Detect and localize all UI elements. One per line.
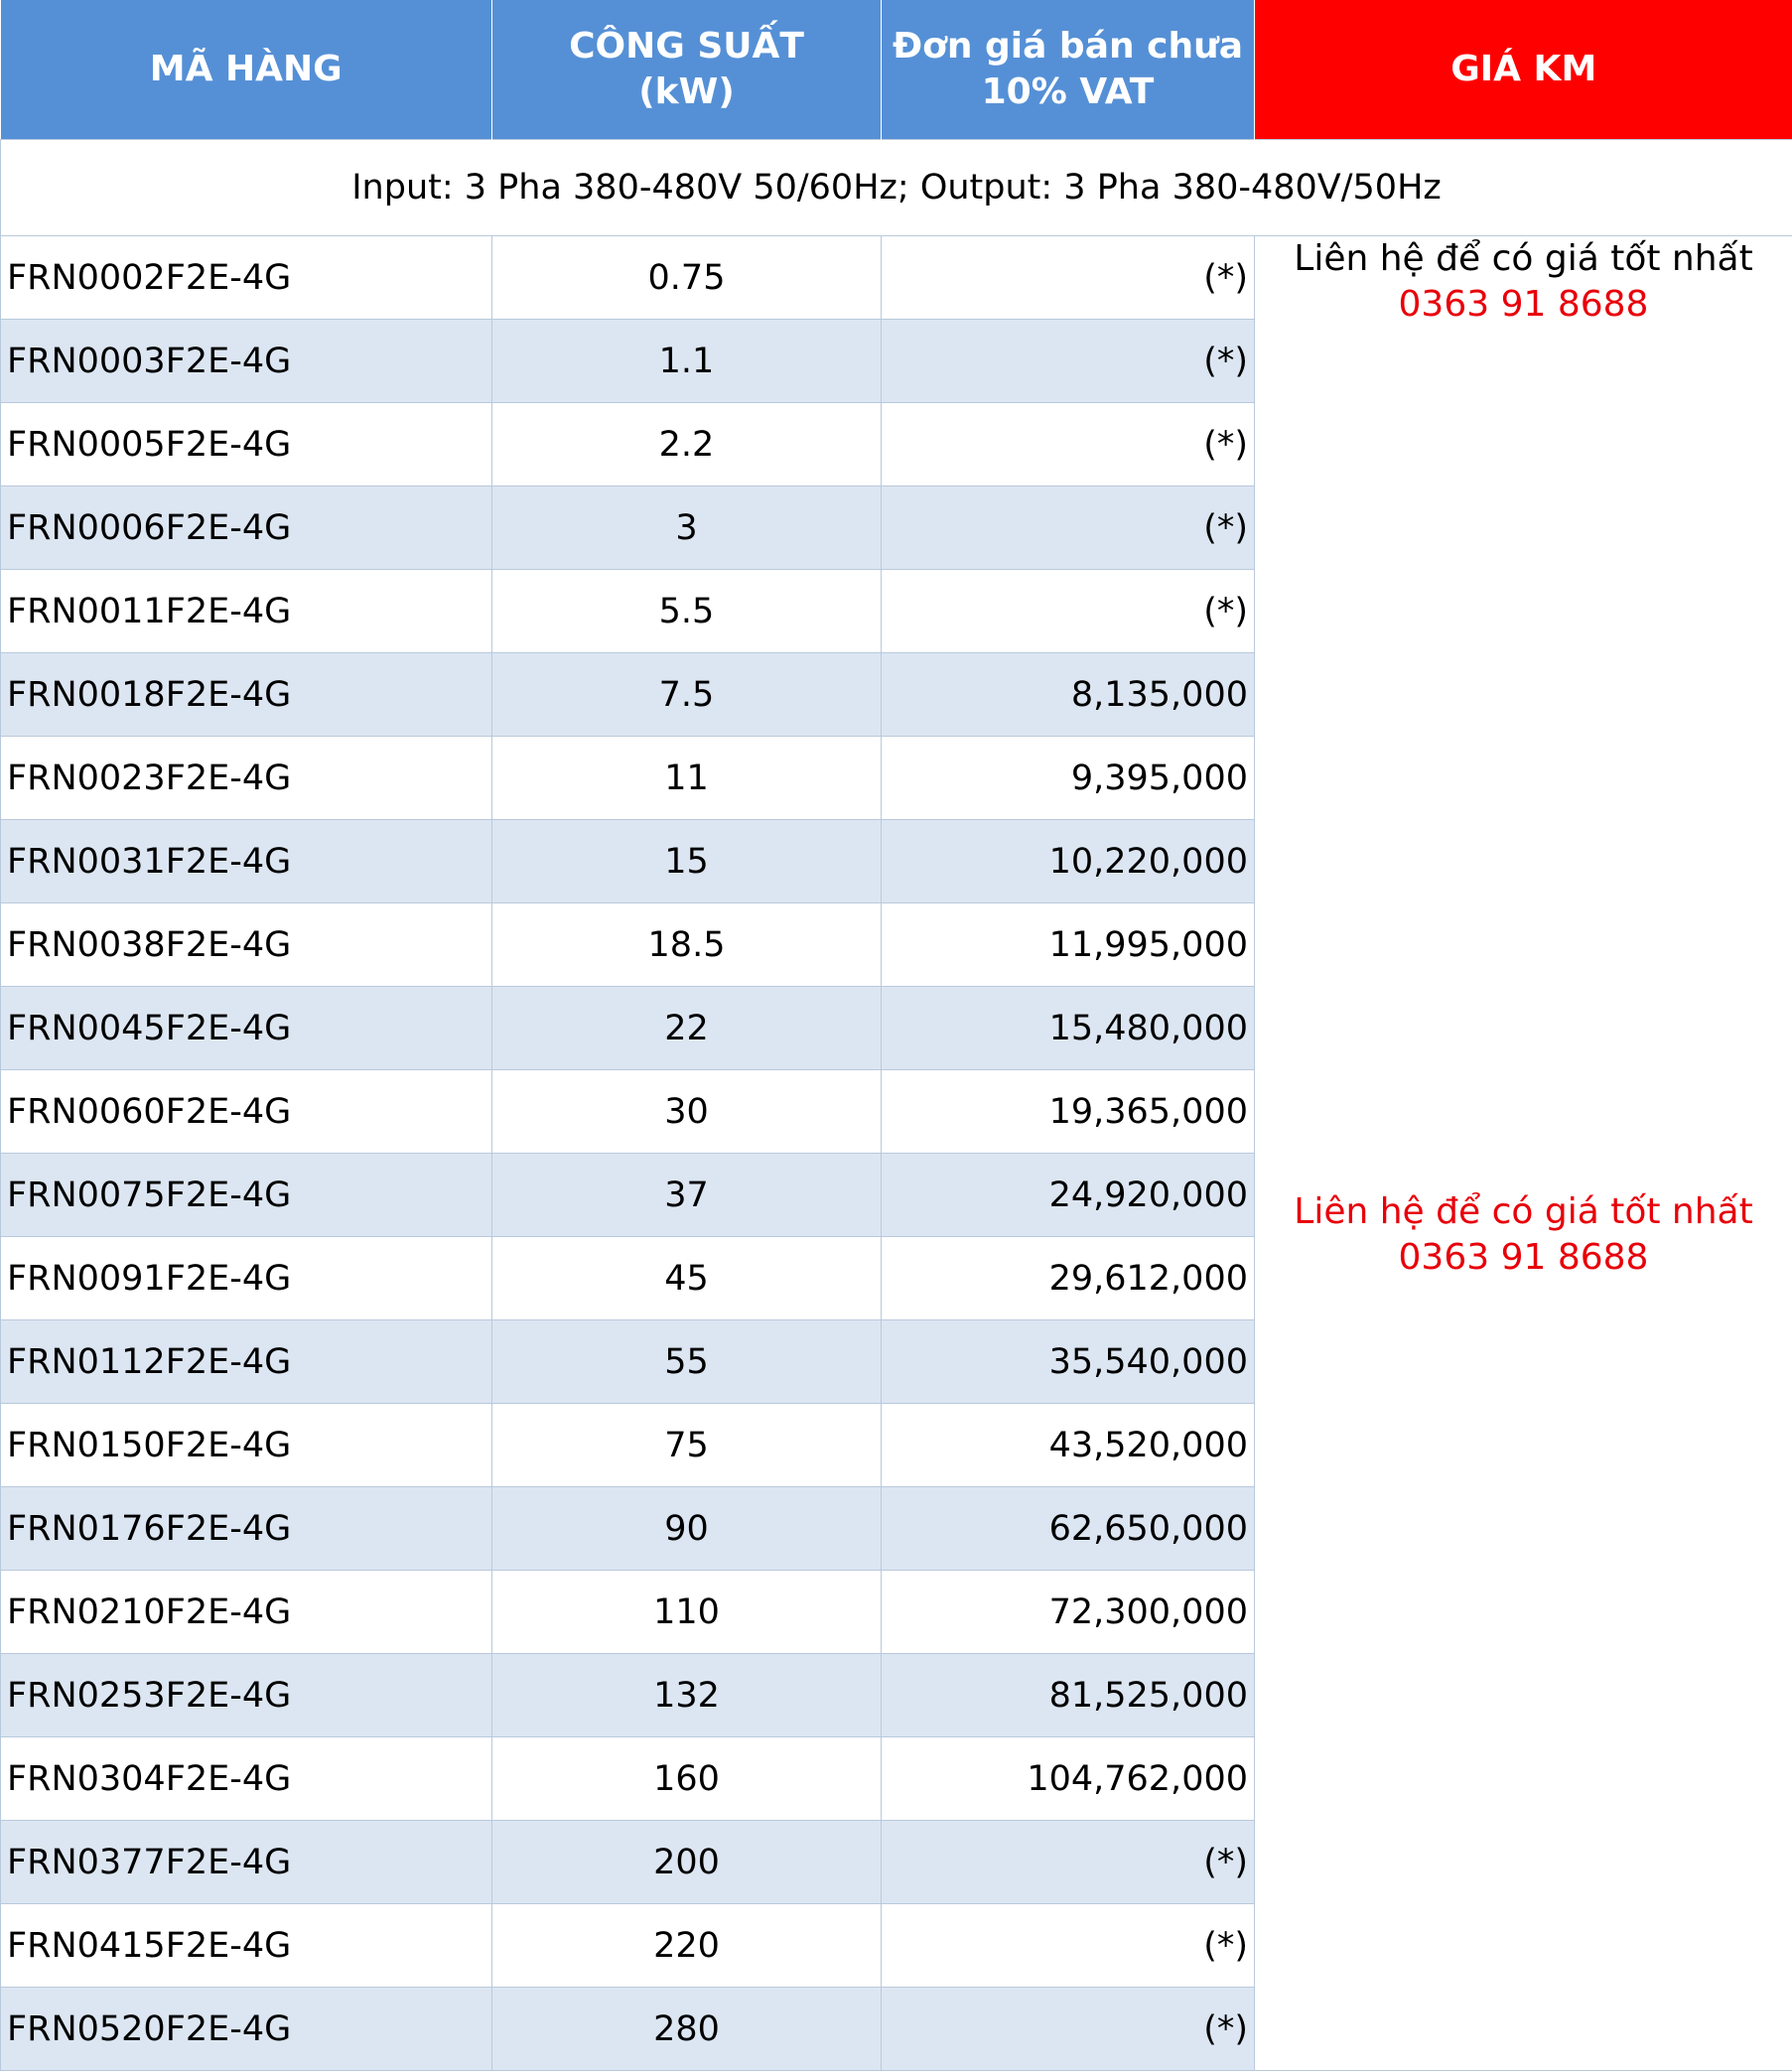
product-code-cell: FRN0210F2E-4G [1, 1571, 492, 1654]
info-cell: Input: 3 Pha 380-480V 50/60Hz; Output: 3 Pha 380-480V/50Hz [1, 140, 1792, 236]
product-code-cell: FRN0520F2E-4G [1, 1988, 492, 2071]
power-cell: 1.1 [492, 320, 882, 403]
product-code-cell: FRN0415F2E-4G [1, 1904, 492, 1988]
power-cell: 220 [492, 1904, 882, 1988]
price-cell: 15,480,000 [882, 987, 1255, 1070]
power-cell: 7.5 [492, 653, 882, 737]
price-cell: (*) [882, 1821, 1255, 1904]
power-cell: 30 [492, 1070, 882, 1154]
promo-mid-phone: 0363 91 8688 [1398, 1237, 1649, 1278]
price-cell: 81,525,000 [882, 1654, 1255, 1737]
product-code-cell: FRN0003F2E-4G [1, 320, 492, 403]
power-cell: 37 [492, 1154, 882, 1237]
promo-top-phone: 0363 91 8688 [1398, 284, 1649, 325]
power-cell: 280 [492, 1988, 882, 2071]
power-cell: 90 [492, 1487, 882, 1571]
header-promo: GIÁ KM [1255, 0, 1792, 140]
price-cell: 24,920,000 [882, 1154, 1255, 1237]
power-cell: 2.2 [492, 403, 882, 486]
header-row [1, 0, 1792, 140]
price-cell: 62,650,000 [882, 1487, 1255, 1571]
promo-mid-note [1255, 1189, 1792, 1281]
promo-mid-text: Liên hệ để có giá tốt nhất [1294, 1191, 1753, 1232]
product-code-cell: FRN0060F2E-4G [1, 1070, 492, 1154]
product-code-cell: FRN0038F2E-4G [1, 903, 492, 987]
price-cell: (*) [882, 1988, 1255, 2071]
power-cell: 5.5 [492, 570, 882, 653]
power-cell: 132 [492, 1654, 882, 1737]
power-cell: 45 [492, 1237, 882, 1320]
power-cell: 22 [492, 987, 882, 1070]
price-cell: (*) [882, 403, 1255, 486]
power-cell: 160 [492, 1737, 882, 1821]
price-cell: 19,365,000 [882, 1070, 1255, 1154]
header-power-line1: CÔNG SUẤT [569, 26, 804, 67]
header-price [882, 0, 1255, 140]
power-cell: 55 [492, 1320, 882, 1404]
product-code-cell: FRN0011F2E-4G [1, 570, 492, 653]
product-code-cell: FRN0018F2E-4G [1, 653, 492, 737]
price-cell: (*) [882, 236, 1255, 320]
product-code-cell: FRN0006F2E-4G [1, 486, 492, 570]
product-code-cell: FRN0112F2E-4G [1, 1320, 492, 1404]
header-code: MÃ HÀNG [1, 0, 492, 140]
product-code-cell: FRN0253F2E-4G [1, 1654, 492, 1737]
product-code-cell: FRN0377F2E-4G [1, 1821, 492, 1904]
price-cell: (*) [882, 486, 1255, 570]
power-cell: 15 [492, 820, 882, 903]
power-cell: 0.75 [492, 236, 882, 320]
product-code-cell: FRN0091F2E-4G [1, 1237, 492, 1320]
price-cell: 43,520,000 [882, 1404, 1255, 1487]
price-cell: 35,540,000 [882, 1320, 1255, 1404]
price-cell: 9,395,000 [882, 737, 1255, 820]
price-cell: 72,300,000 [882, 1571, 1255, 1654]
info-row [1, 140, 1792, 236]
header-power [492, 0, 882, 140]
promo-price-cell [1255, 236, 1792, 2071]
header-power-line2: (kW) [638, 71, 735, 112]
price-cell: 104,762,000 [882, 1737, 1255, 1821]
price-cell: (*) [882, 320, 1255, 403]
product-code-cell: FRN0304F2E-4G [1, 1737, 492, 1821]
price-cell: 29,612,000 [882, 1237, 1255, 1320]
promo-top-note [1255, 236, 1792, 328]
product-code-cell: FRN0031F2E-4G [1, 820, 492, 903]
table-row [1, 236, 1792, 320]
product-code-cell: FRN0075F2E-4G [1, 1154, 492, 1237]
promo-top-text: Liên hệ để có giá tốt nhất [1294, 238, 1753, 279]
product-code-cell: FRN0045F2E-4G [1, 987, 492, 1070]
price-cell: (*) [882, 1904, 1255, 1988]
power-cell: 11 [492, 737, 882, 820]
header-price-line2: 10% VAT [981, 71, 1155, 112]
power-cell: 110 [492, 1571, 882, 1654]
header-price-line1: Đơn giá bán chưa [892, 26, 1244, 67]
price-cell: (*) [882, 570, 1255, 653]
power-cell: 18.5 [492, 903, 882, 987]
product-code-cell: FRN0002F2E-4G [1, 236, 492, 320]
price-cell: 11,995,000 [882, 903, 1255, 987]
product-code-cell: FRN0023F2E-4G [1, 737, 492, 820]
price-cell: 10,220,000 [882, 820, 1255, 903]
product-code-cell: FRN0150F2E-4G [1, 1404, 492, 1487]
power-cell: 75 [492, 1404, 882, 1487]
product-code-cell: FRN0176F2E-4G [1, 1487, 492, 1571]
power-cell: 200 [492, 1821, 882, 1904]
price-cell: 8,135,000 [882, 653, 1255, 737]
product-code-cell: FRN0005F2E-4G [1, 403, 492, 486]
power-cell: 3 [492, 486, 882, 570]
